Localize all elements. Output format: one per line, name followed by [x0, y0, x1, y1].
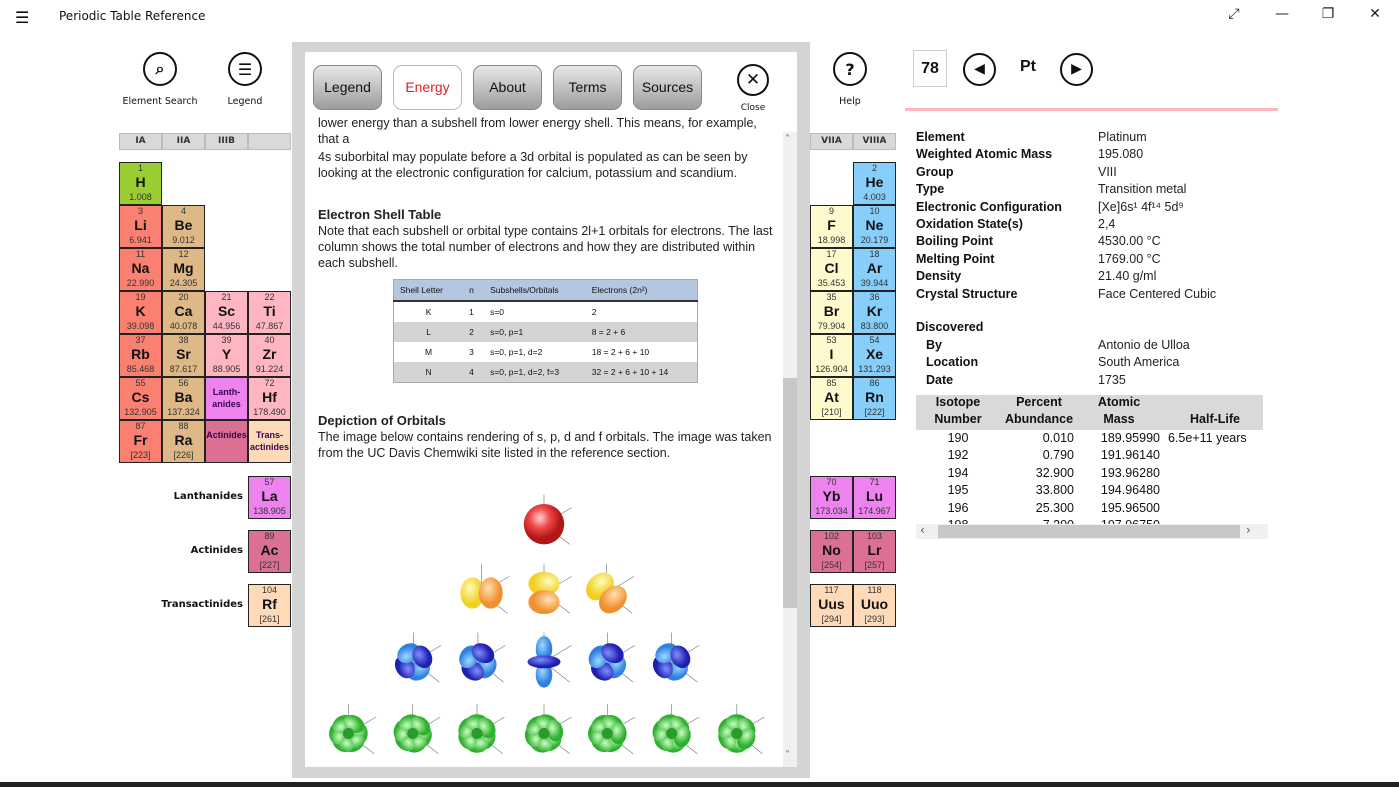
atomic-mass: [210] [821, 407, 842, 417]
isotope-header: Atomic [1097, 395, 1141, 409]
detail-label: Element [916, 130, 965, 144]
element-symbol: Na [131, 260, 150, 276]
element-symbol: Cs [131, 389, 150, 405]
atomic-number: 53 [826, 335, 837, 345]
element-cell[interactable] [853, 248, 896, 291]
element-symbol: Y [221, 346, 232, 362]
isotope-cell: 32.900 [1035, 465, 1074, 480]
orbital-core [602, 728, 613, 739]
atomic-mass: 24.305 [169, 278, 198, 288]
isotope-cell: 193.96280 [1100, 465, 1160, 480]
atomic-number: 12 [178, 249, 189, 259]
atomic-mass: 20.179 [860, 235, 889, 245]
help-icon: ? [833, 52, 867, 86]
atomic-number: 87 [135, 421, 146, 431]
scroll-down-icon[interactable]: ˅ [785, 750, 790, 761]
atomic-mass: 22.990 [126, 278, 155, 288]
shell-text: Note that each subshell or orbital type contains 2l+1 orbitals for electrons. The last column shows the total number of electrons and how they are distributed within each subshell. [318, 224, 773, 270]
atomic-mass: 1.008 [129, 192, 152, 202]
element-cell[interactable] [162, 248, 205, 291]
paragraph: 4s suborbital may populate before a 3d orbital is populated as can be seen by looking at the electronic configuration for calcium, potassium and scandium. [318, 150, 748, 180]
hamburger-icon[interactable]: ☰ [15, 8, 30, 27]
scroll-left-icon[interactable]: ‹ [920, 523, 925, 537]
atomic-number-field[interactable]: 78 [913, 50, 947, 87]
isotope-header: Half-Life [1190, 412, 1240, 426]
element-cell[interactable] [810, 584, 853, 627]
table-cell: 3 [469, 347, 474, 357]
isotope-cell: 195.96500 [1100, 500, 1160, 515]
element-symbol: K [135, 303, 146, 319]
table-cell: 1 [469, 307, 474, 317]
group-header: IA [119, 133, 162, 150]
element-symbol: La [261, 488, 278, 504]
atomic-number: 20 [178, 292, 189, 302]
table-row [394, 342, 698, 362]
discovered-heading: Discovered [916, 320, 984, 334]
detail-value: Face Centered Cubic [1098, 286, 1217, 301]
atomic-mass: 137.324 [167, 407, 200, 417]
atomic-number: 35 [826, 292, 837, 302]
isotope-cell: 25.300 [1035, 500, 1074, 515]
orbital-core [538, 728, 549, 739]
atomic-mass: 44.956 [212, 321, 241, 331]
orbitals-image [305, 481, 783, 784]
element-symbol: Uuo [860, 596, 889, 612]
element-cell[interactable] [810, 291, 853, 334]
element-symbol: Be [174, 217, 193, 233]
atomic-mass: [261] [259, 614, 280, 624]
element-symbol: I [829, 346, 834, 362]
isotope-cell: 196 [947, 500, 969, 515]
element-cell[interactable] [119, 248, 162, 291]
detail-label: Density [916, 269, 962, 284]
isotope-rows [0, 430, 1399, 524]
isotope-cell: 0.010 [1042, 431, 1074, 445]
shell-heading: Electron Shell Table [318, 207, 442, 222]
legend-button[interactable] [205, 52, 285, 107]
atomic-number: 18 [869, 249, 880, 259]
atomic-mass: [257] [864, 560, 885, 570]
element-symbol: Mg [173, 260, 194, 276]
discovered-label: Date [926, 372, 954, 387]
atomic-number: 17 [826, 249, 837, 259]
group-header: IIA [162, 133, 205, 150]
element-cell[interactable] [162, 334, 205, 377]
table-cell: 32 = 2 + 6 + 10 + 14 [586, 362, 698, 383]
element-symbol: Yb [822, 488, 841, 504]
atomic-number: 104 [261, 585, 278, 595]
table-cell: s=0, p=1, d=2 [490, 347, 543, 357]
taskbar-edge [0, 782, 1399, 787]
isotope-cell: 192 [947, 448, 969, 463]
atomic-mass: [222] [864, 407, 885, 417]
element-cell[interactable] [119, 162, 162, 205]
atomic-number: 102 [823, 531, 840, 541]
element-cell[interactable] [119, 205, 162, 248]
detail-value: 1769.00 °C [1098, 251, 1161, 266]
detail-label: Crystal Structure [916, 286, 1018, 301]
isotope-header: Isotope [935, 395, 981, 409]
atomic-number: 54 [869, 335, 880, 345]
element-cell[interactable] [162, 205, 205, 248]
isotope-cell: 0.790 [1042, 448, 1074, 463]
info-dialog [292, 42, 810, 778]
table-cell: 2 [463, 322, 484, 342]
isotope-hscrollbar[interactable] [916, 524, 1268, 539]
element-cell[interactable] [248, 584, 291, 627]
atomic-number: 85 [826, 378, 837, 388]
th: n [463, 280, 484, 302]
element-symbol: Lr [867, 542, 882, 558]
atomic-mass: 91.224 [255, 364, 284, 374]
orbitals-text: The image below contains rendering of s, p, d and f orbitals. The image was taken from the UC Davis Chemwiki site listed in the reference section. [318, 430, 772, 460]
detail-label: Boiling Point [916, 234, 994, 249]
atomic-mass: [254] [821, 560, 842, 570]
table-cell: s=0 [490, 307, 505, 317]
table-cell: L [394, 322, 464, 342]
atomic-mass: 131.293 [858, 364, 891, 374]
close-window-button[interactable]: ✕ [1369, 6, 1381, 22]
element-symbol: Ra [174, 432, 193, 448]
element-cell[interactable] [853, 530, 896, 573]
element-cell[interactable] [119, 377, 162, 420]
atomic-number: 57 [264, 477, 275, 487]
series-placeholder-label: Actinides [206, 430, 247, 440]
detail-label: Oxidation State(s) [916, 217, 1023, 231]
orbital-core [731, 728, 742, 739]
atomic-number: 89 [264, 531, 275, 541]
th: Electrons (2n²) [586, 280, 698, 302]
element-cell[interactable] [119, 291, 162, 334]
element-cell[interactable] [810, 334, 853, 377]
element-cell[interactable] [853, 377, 896, 420]
isotope-header: Mass [1103, 412, 1135, 426]
table-cell: 2 [591, 307, 597, 317]
group-header: VIIIA [853, 133, 896, 150]
legend-label: Legend [227, 96, 263, 107]
element-symbol: He [865, 174, 884, 190]
atomic-mass: 178.490 [253, 407, 286, 417]
atomic-mass: [293] [864, 614, 885, 624]
element-symbol: Sr [176, 346, 191, 362]
atomic-mass: 126.904 [815, 364, 848, 374]
atomic-mass: 88.905 [212, 364, 241, 374]
element-cell[interactable] [205, 334, 248, 377]
table-cell: 8 = 2 + 6 [586, 322, 698, 342]
orbital-core [407, 728, 418, 739]
tab-terms[interactable]: Terms [553, 65, 622, 110]
atomic-mass: 39.944 [860, 278, 889, 288]
element-cell[interactable] [853, 334, 896, 377]
element-cell[interactable] [853, 584, 896, 627]
element-symbol: Hf [262, 389, 277, 405]
table-cell: N [394, 362, 464, 383]
table-cell: 4 [463, 362, 484, 383]
atomic-mass: 138.905 [253, 506, 286, 516]
orbital-lobe [528, 590, 559, 614]
atomic-number: 2 [871, 163, 877, 173]
atomic-number: 36 [869, 292, 880, 302]
isotope-cell: 195 [947, 483, 969, 498]
next-element-icon[interactable]: ▶ [1060, 53, 1093, 86]
atomic-number: 37 [135, 335, 146, 345]
atomic-number: 56 [178, 378, 189, 388]
tab-legend[interactable]: Legend [313, 65, 382, 110]
detail-label: Melting Point [916, 251, 995, 266]
atomic-number: 117 [824, 585, 839, 595]
element-symbol: Li [134, 217, 147, 233]
isotope-header: Abundance [1004, 412, 1074, 426]
element-symbol: Zr [262, 346, 277, 362]
orbital-lobe [527, 655, 560, 668]
element-search-button[interactable] [120, 52, 200, 107]
atomic-number: 70 [826, 477, 837, 487]
element-symbol: Uus [818, 596, 845, 612]
element-symbol: Cl [824, 260, 839, 276]
orbital-core [343, 728, 354, 739]
atomic-number: 3 [137, 206, 143, 216]
discovered-value: Antonio de Ulloa [1098, 338, 1190, 352]
element-symbol: Ba [174, 389, 193, 405]
element-symbol: Br [823, 303, 840, 319]
dialog-content [305, 52, 797, 767]
isotope-cell: 189.95990 [1100, 431, 1160, 445]
fullscreen-icon[interactable]: ⤢ [1228, 6, 1240, 22]
element-cell[interactable] [248, 291, 291, 334]
element-cell[interactable] [810, 205, 853, 248]
help-label: Help [839, 96, 861, 107]
hscroll-thumb[interactable] [938, 525, 1240, 538]
close-icon[interactable]: ✕ [737, 64, 769, 96]
atomic-number: 9 [828, 206, 834, 216]
isotope-cell: 6.5e+11 years [1168, 431, 1247, 445]
previous-element-icon[interactable]: ◀ [963, 53, 996, 86]
detail-value: 195.080 [1098, 147, 1144, 162]
element-symbol: Ar [866, 260, 883, 276]
discovered-value: South America [1098, 355, 1180, 370]
atomic-mass: [227] [259, 560, 280, 570]
discovered-value: 1735 [1098, 372, 1126, 387]
element-symbol: Ti [263, 303, 276, 319]
atomic-number: 40 [264, 335, 275, 345]
element-cell[interactable] [162, 291, 205, 334]
detail-value: 21.40 g/ml [1098, 269, 1157, 284]
atomic-mass: 85.468 [126, 364, 155, 374]
element-cell[interactable] [119, 334, 162, 377]
element-cell[interactable] [205, 291, 248, 334]
table-cell: s=0, p=1 [484, 322, 586, 342]
series-placeholder-label: Lanth-anides [212, 387, 241, 409]
atomic-number: 22 [264, 292, 275, 302]
table-cell: K [425, 307, 432, 317]
accent-divider [905, 108, 1278, 111]
element-cell[interactable] [853, 162, 896, 205]
group-header [248, 133, 291, 150]
atomic-mass: 9.012 [172, 235, 195, 245]
isotope-header: Number [934, 412, 982, 426]
detail-label: Type [916, 182, 945, 197]
tab-about[interactable]: About [473, 65, 542, 110]
detail-value: Transition metal [1098, 182, 1187, 197]
restore-button[interactable]: ❐ [1321, 6, 1335, 22]
atomic-mass: [226] [173, 450, 194, 460]
element-cell[interactable] [248, 377, 291, 420]
detail-value: 2,4 [1098, 217, 1116, 231]
th: Subshells/Orbitals [484, 280, 586, 302]
atomic-mass: 83.800 [860, 321, 889, 331]
actinides-label: Actinides [190, 545, 243, 556]
close-label: Close [740, 103, 766, 113]
isotope-header: Percent [1016, 395, 1062, 409]
atomic-mass: 40.078 [169, 321, 198, 331]
atomic-number: 19 [135, 292, 146, 302]
detail-value: Platinum [1098, 130, 1147, 144]
element-cell[interactable] [810, 248, 853, 291]
element-symbol: Rb [131, 346, 150, 362]
element-symbol: Kr [866, 303, 883, 319]
search-icon: ⌕ [143, 52, 177, 86]
atomic-number: 71 [869, 477, 880, 487]
atomic-number: 1 [137, 163, 143, 173]
atomic-mass: [223] [130, 450, 151, 460]
isotope-cell: 194.96480 [1100, 483, 1160, 498]
atomic-mass: 39.098 [126, 321, 155, 331]
atomic-number: 38 [178, 335, 189, 345]
atomic-number: 10 [869, 206, 880, 216]
element-symbol: Pt [1020, 58, 1036, 75]
orbital-core [471, 728, 482, 739]
orbital-core [666, 728, 677, 739]
element-cell[interactable] [205, 377, 248, 420]
atomic-mass: 173.034 [815, 506, 848, 516]
table-row [394, 322, 698, 342]
minimize-button[interactable]: — [1275, 6, 1289, 22]
isotope-cell: 191.96140 [1100, 448, 1160, 463]
isotope-cell: 194 [947, 465, 969, 480]
lanthanides-label: Lanthanides [173, 491, 243, 502]
atomic-mass: 35.453 [817, 278, 846, 288]
series-placeholder-label: Trans-actinides [249, 430, 289, 452]
element-cell[interactable] [162, 377, 205, 420]
transactinides-label: Transactinides [161, 599, 243, 610]
element-cell[interactable] [853, 291, 896, 334]
element-symbol: Ne [865, 217, 884, 233]
element-symbol: Ca [174, 303, 193, 319]
list-icon: ☰ [228, 52, 262, 86]
isotope-cell: 33.800 [1035, 483, 1074, 498]
scroll-up-icon[interactable]: ˄ [785, 134, 790, 145]
table-cell: s=0, p=1, d=2, f=3 [484, 362, 586, 383]
atomic-number: 21 [221, 292, 232, 302]
element-symbol: No [822, 542, 841, 558]
detail-label: Weighted Atomic Mass [916, 147, 1053, 162]
atomic-number: 4 [180, 206, 186, 216]
atomic-number: 55 [135, 378, 146, 388]
element-cell[interactable] [810, 377, 853, 420]
atomic-mass: 132.905 [124, 407, 157, 417]
tab-energy[interactable]: Energy [393, 65, 462, 110]
element-symbol: Rn [865, 389, 884, 405]
group-header: IIIB [205, 133, 248, 150]
element-symbol: Fr [133, 432, 148, 448]
detail-value: 4530.00 °C [1098, 234, 1161, 249]
atomic-mass: 4.003 [863, 192, 886, 202]
detail-value: [Xe]6s¹ 4f¹⁴ 5d⁹ [1098, 199, 1184, 214]
atomic-number: 86 [869, 378, 880, 388]
element-symbol: F [827, 217, 836, 233]
title-bar [0, 0, 1399, 32]
element-cell[interactable] [810, 530, 853, 573]
table-row [394, 362, 698, 383]
detail-label: Group [916, 164, 954, 179]
detail-value: VIII [1098, 164, 1117, 179]
element-cell[interactable] [853, 205, 896, 248]
atomic-number: 88 [178, 421, 189, 431]
atomic-number: 118 [867, 585, 882, 595]
orbital-lobe [479, 577, 503, 608]
element-symbol: Ac [260, 542, 279, 558]
element-cell[interactable] [248, 530, 291, 573]
discovered-label: By [926, 338, 942, 352]
atomic-mass: 47.867 [255, 321, 284, 331]
discovered-label: Location [926, 355, 979, 370]
electron-shell-table [393, 279, 698, 383]
element-search-label: Element Search [122, 96, 198, 107]
element-cell[interactable] [248, 334, 291, 377]
group-header: VIIA [810, 133, 853, 150]
element-symbol: Lu [865, 488, 884, 504]
app-title: Periodic Table Reference [59, 9, 206, 23]
th: Shell Letter [394, 280, 464, 302]
atomic-number: 72 [264, 378, 275, 388]
orbitals-heading: Depiction of Orbitals [318, 413, 446, 428]
table-row [394, 301, 698, 322]
isotope-cell: 190 [947, 431, 969, 445]
atomic-number: 103 [866, 531, 883, 541]
atomic-mass: [294] [821, 614, 842, 624]
tab-sources[interactable]: Sources [633, 65, 702, 110]
cut-text: lower energy than a subshell from lower energy shell. This means, for example, that a [318, 116, 757, 146]
atomic-mass: 87.617 [169, 364, 198, 374]
element-symbol: Rf [262, 596, 277, 612]
scroll-right-icon[interactable]: › [1246, 523, 1251, 537]
atomic-mass: 79.904 [817, 321, 846, 331]
atomic-mass: 6.941 [129, 235, 152, 245]
element-symbol: Sc [217, 303, 236, 319]
table-cell: 18 = 2 + 6 + 10 [591, 347, 650, 357]
table-cell: M [425, 347, 433, 357]
atomic-number: 11 [135, 249, 146, 259]
element-symbol: At [824, 389, 839, 405]
detail-label: Electronic Configuration [916, 199, 1062, 214]
atomic-number: 39 [221, 335, 232, 345]
atomic-mass: 174.967 [858, 506, 891, 516]
help-button[interactable] [810, 52, 890, 107]
element-symbol: Xe [865, 346, 884, 362]
element-symbol: H [135, 174, 146, 190]
atomic-mass: 18.998 [817, 235, 846, 245]
